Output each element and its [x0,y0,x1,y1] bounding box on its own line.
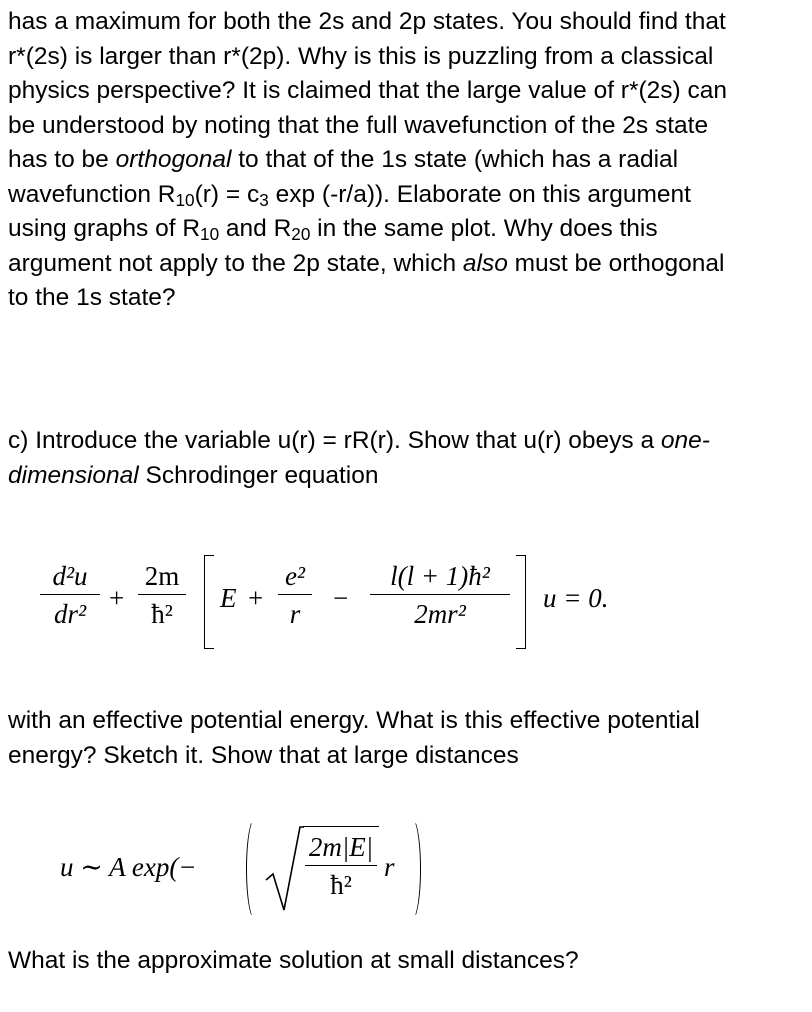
fraction-numerator: 2m|E| [308,832,374,862]
minus-sign: − [333,583,349,613]
text-fragment: argument not apply to the 2p state, which [8,249,463,277]
subscript: 3 [259,189,269,210]
text-line: to the 1s state? [8,284,176,311]
text-fragment: to that of the 1s state (which has a radial [231,146,679,173]
fraction-denominator: ħ² [330,870,352,900]
text-fragment: and R [219,215,292,242]
text-line: physics perspective? It is claimed that the large value of r*(2s) can [8,77,728,104]
fraction-denominator: 2mr² [414,599,466,629]
fraction-bar [305,865,377,866]
right-parenthesis [406,818,421,920]
fraction-numerator: 2m [144,561,180,591]
text-line: r*(2s) is larger than r*(2p). Why is this is puzzling from a classical [8,42,714,70]
fraction-numerator: d²u [52,561,88,591]
text-line: What is the approximate solution at small distances? [8,947,579,974]
emphasis-one: one- [660,427,710,454]
text-fragment: Schrodinger equation [138,461,379,489]
left-parenthesis [246,818,261,920]
fraction-denominator: ħ² [151,599,173,629]
text-fragment: (r) = c [194,180,260,208]
text-line: has a maximum for both the 2s and 2p states. You should find that [8,8,726,35]
plus-sign: + [248,583,264,613]
paragraph-effective-potential [8,704,798,773]
paragraph-orthogonality-question [8,5,798,316]
fraction-denominator: dr² [53,599,87,629]
text-fragment: has to be [8,146,116,173]
fraction-numerator: l(l + 1)ħ² [390,561,490,591]
sqrt-sign-icon [264,826,304,914]
variable-r: r [384,852,395,882]
subscript: 20 [291,223,311,244]
emphasis-dimensional: dimensional [8,461,139,489]
text-line: be understood by noting that the full wavefunction of the 2s state [8,111,709,139]
plus-sign: + [109,583,125,613]
text-fragment: must be orthogonal [507,249,725,277]
text-fragment: in the same plot. Why does this [310,215,658,242]
fraction-bar [138,594,186,595]
emphasis-orthogonal: orthogonal [115,146,232,173]
equation-tail: u = 0. [543,583,609,613]
paragraph-part-c [8,424,798,493]
text-line: energy? Sketch it. Show that at large distances [8,741,519,769]
fraction-centrifugal-term [370,561,510,630]
asymptotic-lhs: u ∼ A exp(− [60,852,197,882]
text-fragment: c) Introduce the variable u(r) = rR(r). Show that u(r) obeys a [8,427,661,454]
subscript: 10 [175,189,195,210]
asymptotic-equation [60,818,480,928]
fraction-bar [40,594,100,595]
fraction-e2-r [278,561,312,630]
text-fragment: wavefunction R [8,180,176,208]
text-fragment: exp (-r/a)). Elaborate on this argument [268,180,691,208]
left-bracket [204,555,214,649]
subscript: 10 [200,223,220,244]
energy-symbol: E [220,583,237,613]
fraction-denominator: r [289,599,301,629]
fraction-2m-hbar2 [138,561,186,630]
sqrt-overline [303,826,379,827]
fraction-d2u-dr2 [40,561,100,630]
fraction-bar [278,594,312,595]
text-fragment: using graphs of R [8,215,201,242]
fraction-numerator: e² [284,561,306,591]
emphasis-also: also [462,249,508,277]
radial-schrodinger-equation [40,555,740,655]
text-line: with an effective potential energy. What is this effective potential [8,707,700,734]
fraction-bar [370,594,510,595]
paragraph-small-distance-question [8,944,798,979]
right-bracket [516,555,526,649]
fraction-2m-absE-hbar2 [305,832,377,901]
